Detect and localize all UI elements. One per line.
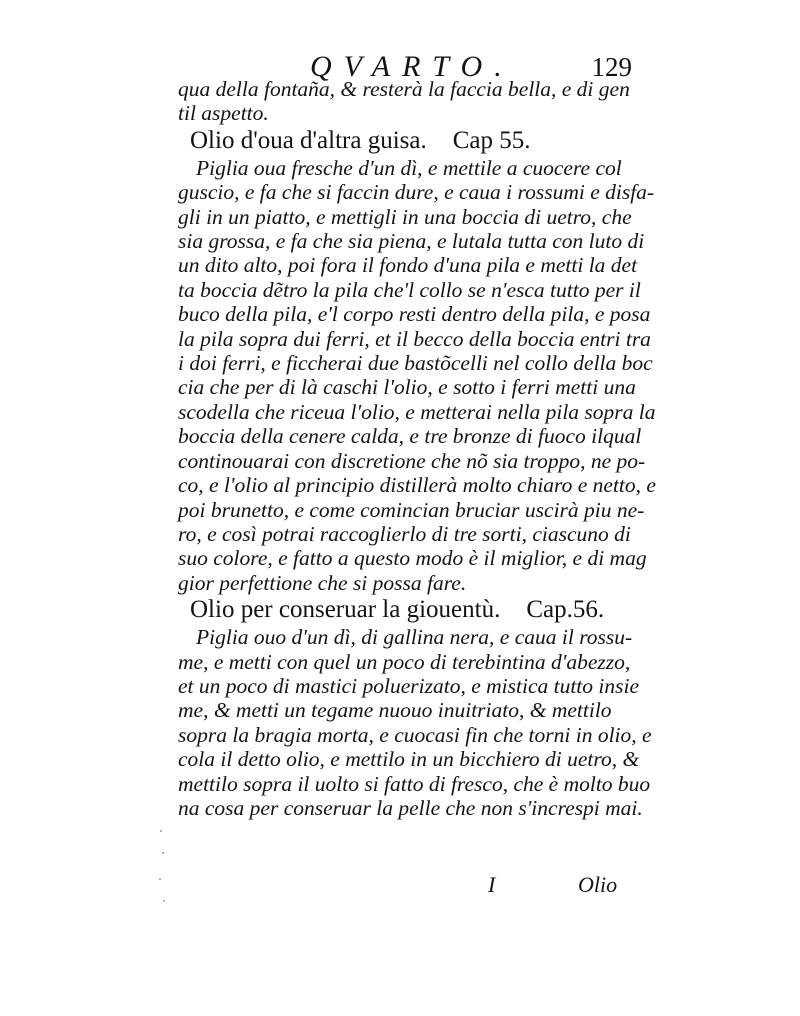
chapter-55-number: Cap 55. [452, 126, 531, 154]
text-line: cola il detto olio, e mettilo in un bicchiero di uetro, & [178, 747, 640, 772]
text-line: la pila sopra dui ferri, et il becco della boccia entri tra [178, 326, 651, 351]
text-line: continouarai con discretione che nõ sia troppo, ne po- [178, 448, 646, 473]
chapter-56-number: Cap.56. [526, 596, 605, 624]
text-line: buco della pila, e'l corpo resti dentro della pila, e posa [178, 302, 651, 327]
text-line: qua della fontaña, & resterà la faccia bella, e di gen [178, 77, 630, 101]
text-block [178, 77, 656, 820]
page-number: 129 [591, 52, 632, 82]
text-line: mettilo sopra il uolto si fatto di fresco, che è molto buo [178, 771, 651, 796]
text-line: Piglia ouo d'un dì, di gallina nera, e caua il rossu- [196, 625, 633, 650]
chapter-56-heading [178, 595, 648, 625]
ink-speck [160, 830, 162, 832]
text-line: gior perfettione che si possa fare. [178, 570, 467, 595]
text-line: i doi ferri, e ficcherai due bastõcelli nel collo della boc [178, 351, 653, 376]
gutter-specks [158, 820, 166, 910]
ink-speck [159, 878, 161, 880]
text-line: me, & metti un tegame nuouo inuitriato, & mettilo [178, 698, 612, 723]
text-line: suo colore, e fatto a questo modo è il miglior, e di mag [178, 546, 647, 571]
text-line: ro, e così potrai raccoglierlo di tre sorti, ciascuno di [178, 521, 631, 546]
text-line: me, e metti con quel un poco di terebintina d'abezzo, [178, 649, 631, 674]
ink-speck [163, 900, 165, 902]
running-title: QVARTO. [310, 50, 514, 83]
text-line: co, e l'olio al principio distillerà molto chiaro e netto, e [178, 473, 656, 498]
text-line: sopra la bragia morta, e cuocasi fin che torni in olio, e [178, 722, 652, 747]
text-line: sia grossa, e fa che sia piena, e lutala tutta con luto di [178, 229, 645, 254]
chapter-55-title: Olio d'oua d'altra guisa. [190, 126, 427, 154]
chapter-55-heading [178, 126, 648, 156]
text-line: na cosa per conseruar la pelle che non s'increspi mai. [178, 795, 643, 820]
text-line: guscio, e fa che si faccin dure, e caua i rossumi e disfa- [178, 180, 655, 205]
chapter-56-title: Olio per conseruar la giouentù. [190, 596, 501, 624]
text-line: et un poco di mastici poluerizato, e mistica tutto insie [178, 673, 640, 698]
text-line: un dito alto, poi fora il fondo d'una pila e metti la det [178, 253, 638, 278]
text-line: scodella che riceua l'olio, e metterai nella pila sopra la [178, 399, 656, 424]
text-line: boccia della cenere calda, e tre bronze di fuoco ilqual [178, 424, 642, 449]
catchword: Olio [578, 872, 618, 897]
text-line: gli in un piatto, e mettigli in una boccia di uetro, che [178, 204, 632, 229]
text-line: ta boccia dẽtro la pila che'l collo se n'esca tutto per il [178, 277, 641, 302]
page-footer [488, 872, 648, 902]
text-line: cia che per di là caschi l'olio, e sotto i ferri metti una [178, 375, 636, 400]
text-line: poi brunetto, e come comincian bruciar uscirà piu ne- [178, 497, 645, 522]
text-line: Piglia oua fresche d'un dì, e mettile a cuocere col [196, 155, 622, 180]
ink-speck [162, 852, 164, 854]
text-line: til aspetto. [178, 101, 269, 126]
signature-mark: I [488, 872, 496, 897]
